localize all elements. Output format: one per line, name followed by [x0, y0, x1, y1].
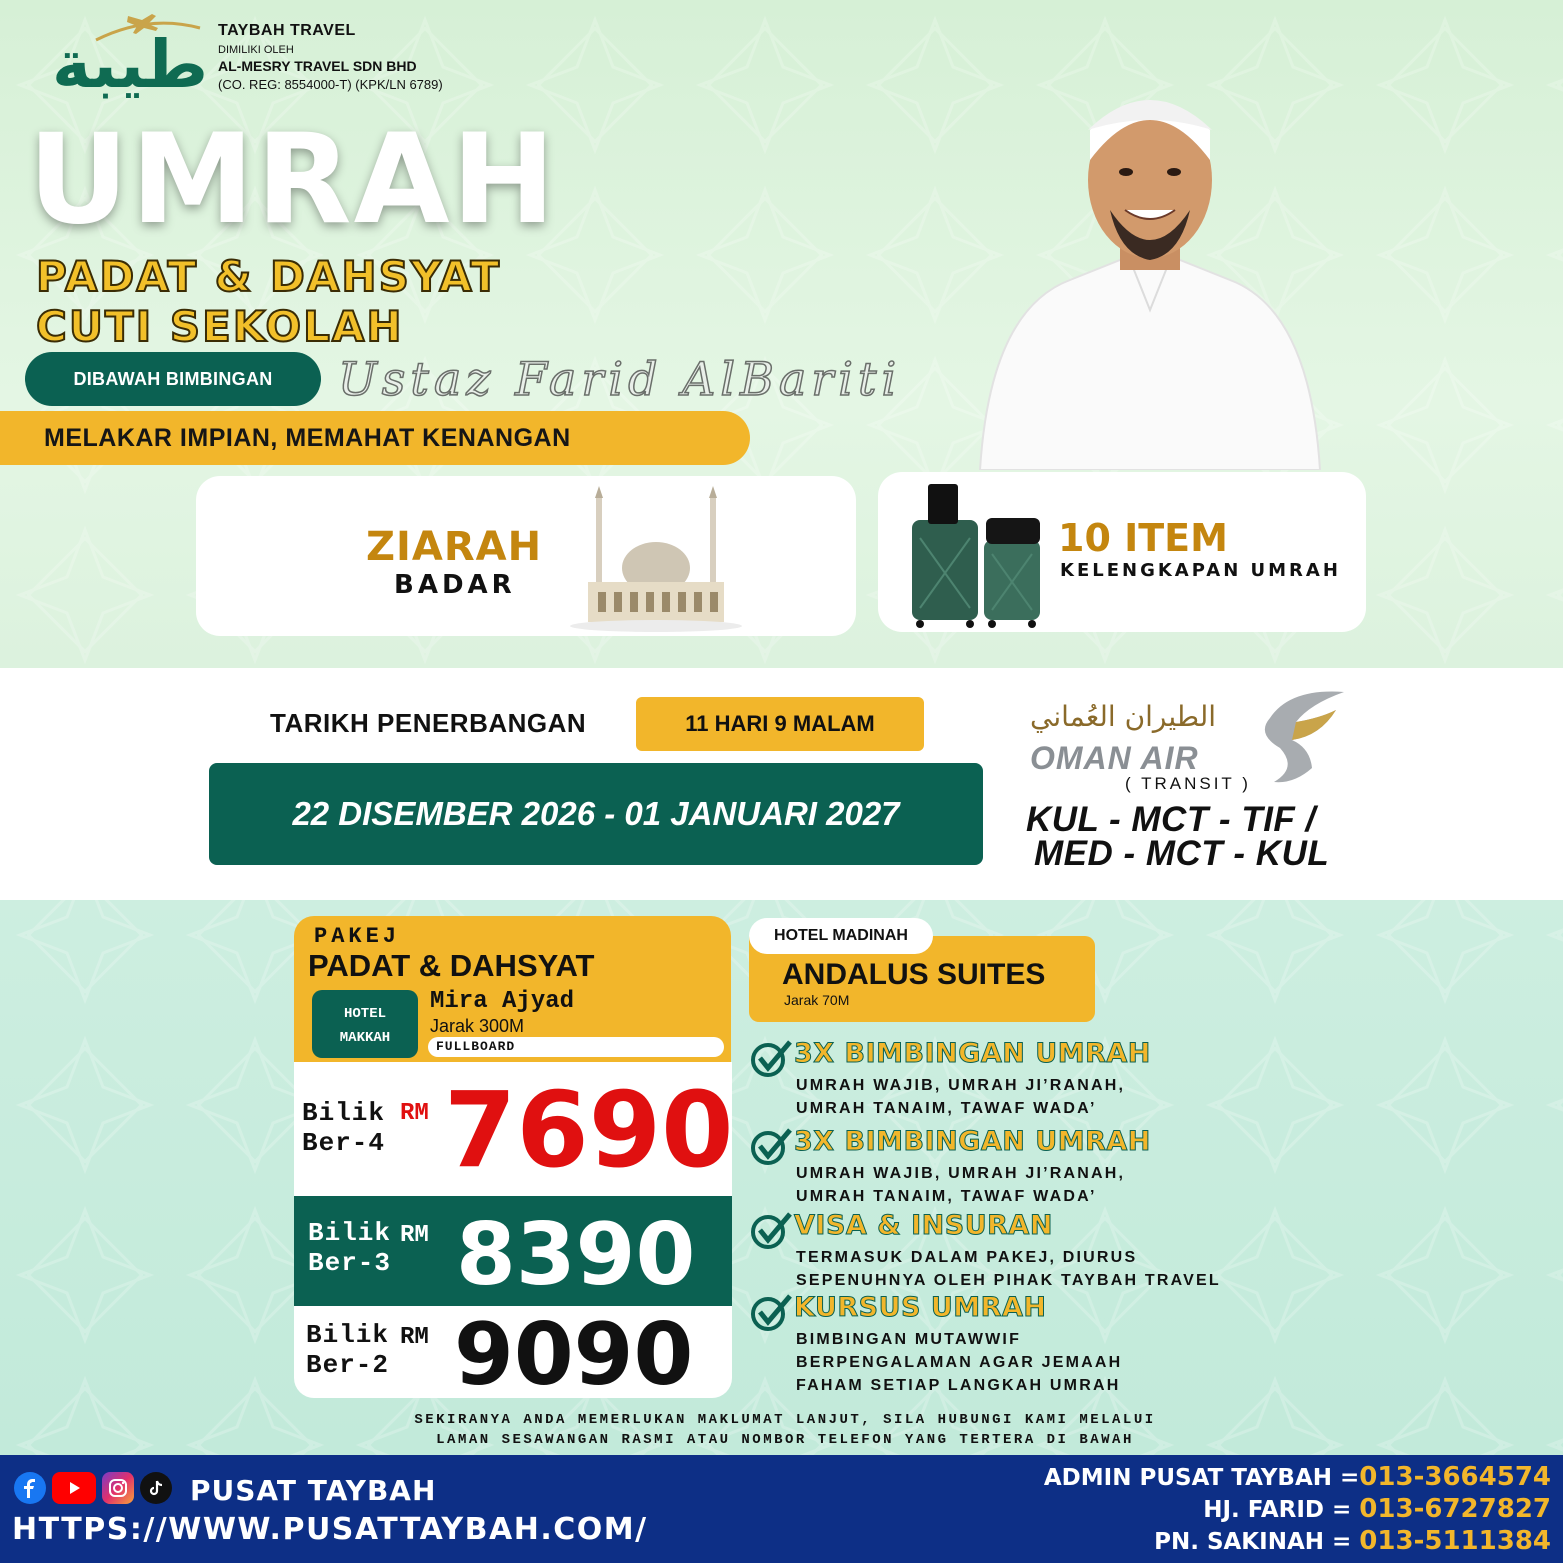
room-type-line2: Ber-4 — [302, 1128, 386, 1158]
room-type — [302, 1098, 385, 1158]
feature-line: UMRAH WAJIB, UMRAH JI’RANAH, — [796, 1165, 1126, 1182]
price-amount: 7690 — [444, 1069, 734, 1191]
feature-line: BERPENGALAMAN AGAR JEMAAH — [796, 1354, 1123, 1371]
contact-note-line: SEKIRANYA ANDA MEMERLUKAN MAKLUMAT LANJUT, SILA HUBUNGI KAMI MELALUI — [414, 1412, 1156, 1428]
duration-badge: 11 HARI 9 MALAM — [636, 697, 924, 751]
registration-number: (CO. REG: 8554000-T) (KPK/LN 6789) — [218, 77, 443, 92]
check-icon — [750, 1126, 794, 1166]
owned-by-label: DIMILIKI OLEH — [218, 44, 294, 56]
hotel-makkah-badge — [312, 990, 418, 1058]
feature-line: FAHAM SETIAP LANGKAH UMRAH — [796, 1377, 1121, 1394]
package-name: PADAT & DAHSYAT — [308, 948, 595, 983]
price-row-triple — [294, 1196, 732, 1306]
contact-label: PN. SAKINAH = — [1154, 1529, 1352, 1555]
hotel-madinah-distance: Jarak 70M — [784, 992, 850, 1008]
airline-name: OMAN AIR — [1030, 740, 1199, 776]
room-type-line1: Bilik — [308, 1218, 392, 1248]
price-row-quad — [294, 1062, 732, 1196]
slogan-banner: MELAKAR IMPIAN, MEMAHAT KENANGAN — [0, 411, 750, 465]
room-type-line2: Ber-3 — [308, 1248, 392, 1278]
parent-company: AL-MESRY TRAVEL SDN BHD — [218, 58, 417, 74]
feature-title: KURSUS UMRAH — [794, 1292, 1047, 1323]
hotel-madinah-name: ANDALUS SUITES — [782, 958, 1046, 991]
contact-row — [1044, 1526, 1551, 1558]
hotel-makkah-line1: HOTEL — [343, 1006, 386, 1022]
items-card — [878, 472, 1366, 632]
feature-line: UMRAH WAJIB, UMRAH JI’RANAH, — [796, 1077, 1126, 1094]
youtube-icon[interactable] — [52, 1472, 96, 1504]
feature-title: 3X BIMBINGAN UMRAH — [794, 1126, 1151, 1157]
check-icon — [750, 1292, 794, 1332]
contact-row — [1044, 1462, 1551, 1494]
oman-air-logo-icon — [1250, 688, 1346, 784]
currency-label: RM — [400, 1324, 429, 1351]
feature-description — [796, 1246, 1221, 1292]
headline-subtitle-2: CUTI SEKOLAH — [36, 302, 404, 351]
website-link[interactable]: HTTPS://WWW.PUSATTAYBAH.COM/ — [12, 1512, 648, 1547]
contact-label: HJ. FARID = — [1203, 1497, 1352, 1523]
logo-arabic-text: طيبة — [52, 26, 209, 103]
feature-description — [796, 1162, 1125, 1208]
hotel-madinah-tag: HOTEL MADINAH — [749, 918, 933, 954]
price-row-double — [294, 1305, 732, 1405]
room-type — [306, 1320, 389, 1380]
check-icon — [750, 1210, 794, 1250]
headline-subtitle-1: PADAT & DAHSYAT — [36, 252, 502, 301]
route-line-2: MED - MCT - KUL — [1034, 834, 1330, 873]
package-header — [294, 916, 731, 1066]
hotel-makkah-line2: MAKKAH — [339, 1030, 391, 1046]
contact-note — [300, 1410, 1270, 1450]
contact-number[interactable]: 013-6727827 — [1359, 1494, 1551, 1524]
room-type-line1: Bilik — [302, 1098, 386, 1128]
instagram-icon[interactable] — [102, 1472, 134, 1504]
contact-number[interactable]: 013-3664574 — [1359, 1462, 1551, 1492]
currency-label: RM — [400, 1222, 429, 1249]
feature-line: UMRAH TANAIM, TAWAF WADA’ — [796, 1100, 1097, 1117]
feature-line: UMRAH TANAIM, TAWAF WADA’ — [796, 1188, 1097, 1205]
room-type-line2: Ber-2 — [306, 1350, 390, 1380]
feature-line: TERMASUK DALAM PAKEJ, DIURUS — [796, 1249, 1138, 1266]
room-type-line1: Bilik — [306, 1320, 390, 1350]
items-subtitle: KELENGKAPAN UMRAH — [1060, 560, 1341, 581]
price-amount: 9090 — [454, 1305, 694, 1405]
social-handle: PUSAT TAYBAH — [190, 1474, 437, 1507]
flight-date-label: TARIKH PENERBANGAN — [270, 708, 587, 738]
contact-label: ADMIN PUSAT TAYBAH = — [1043, 1465, 1360, 1491]
check-icon — [750, 1038, 794, 1078]
tiktok-icon[interactable] — [140, 1472, 172, 1504]
price-amount: 8390 — [456, 1205, 696, 1305]
company-name: TAYBAH TRAVEL — [218, 22, 356, 39]
items-title: 10 ITEM — [1058, 516, 1228, 560]
feature-description — [796, 1074, 1125, 1120]
hotel-makkah-distance: Jarak 300M — [430, 1016, 525, 1036]
meal-plan: FULLBOARD — [428, 1037, 724, 1057]
mosque-icon — [568, 486, 744, 634]
headline-title: UMRAH — [28, 108, 558, 252]
ziarah-title: ZIARAH — [366, 524, 543, 570]
ustaz-name: Ustaz Farid AlBariti — [338, 352, 902, 406]
airline-arabic-name: الطيران العُماني — [1030, 700, 1217, 733]
hotel-makkah-name: Mira Ajyad — [430, 988, 575, 1015]
company-info — [218, 22, 443, 92]
feature-line: BIMBINGAN MUTAWWIF — [796, 1331, 1022, 1348]
feature-description — [796, 1328, 1122, 1397]
feature-title: VISA & INSURAN — [794, 1210, 1053, 1241]
route-line-1: KUL - MCT - TIF / — [1026, 800, 1316, 839]
flight-dates: 22 DISEMBER 2026 - 01 JANUARI 2027 — [209, 763, 983, 865]
social-icons — [14, 1472, 172, 1504]
contact-note-line: LAMAN SESAWANGAN RASMI ATAU NOMBOR TELEFON YANG TERTERA DI BAWAH — [436, 1432, 1134, 1448]
room-type — [308, 1218, 391, 1278]
feature-line: SEPENUHNYA OLEH PIHAK TAYBAH TRAVEL — [796, 1272, 1221, 1289]
facebook-icon[interactable] — [14, 1472, 46, 1504]
contact-row — [1044, 1494, 1551, 1526]
ziarah-subtitle: BADAR — [394, 570, 516, 600]
taybah-logo — [52, 8, 212, 108]
ustaz-portrait — [960, 60, 1340, 470]
contact-number[interactable]: 013-5111384 — [1359, 1526, 1551, 1556]
transit-label: ( TRANSIT ) — [1125, 774, 1251, 793]
package-label: PAKEJ — [314, 924, 401, 949]
feature-title: 3X BIMBINGAN UMRAH — [794, 1038, 1151, 1069]
ziarah-card — [196, 476, 856, 636]
guided-by-badge: DIBAWAH BIMBINGAN — [25, 352, 321, 406]
contact-numbers — [1044, 1462, 1551, 1558]
currency-label: RM — [400, 1100, 429, 1127]
luggage-icon — [906, 478, 1056, 628]
